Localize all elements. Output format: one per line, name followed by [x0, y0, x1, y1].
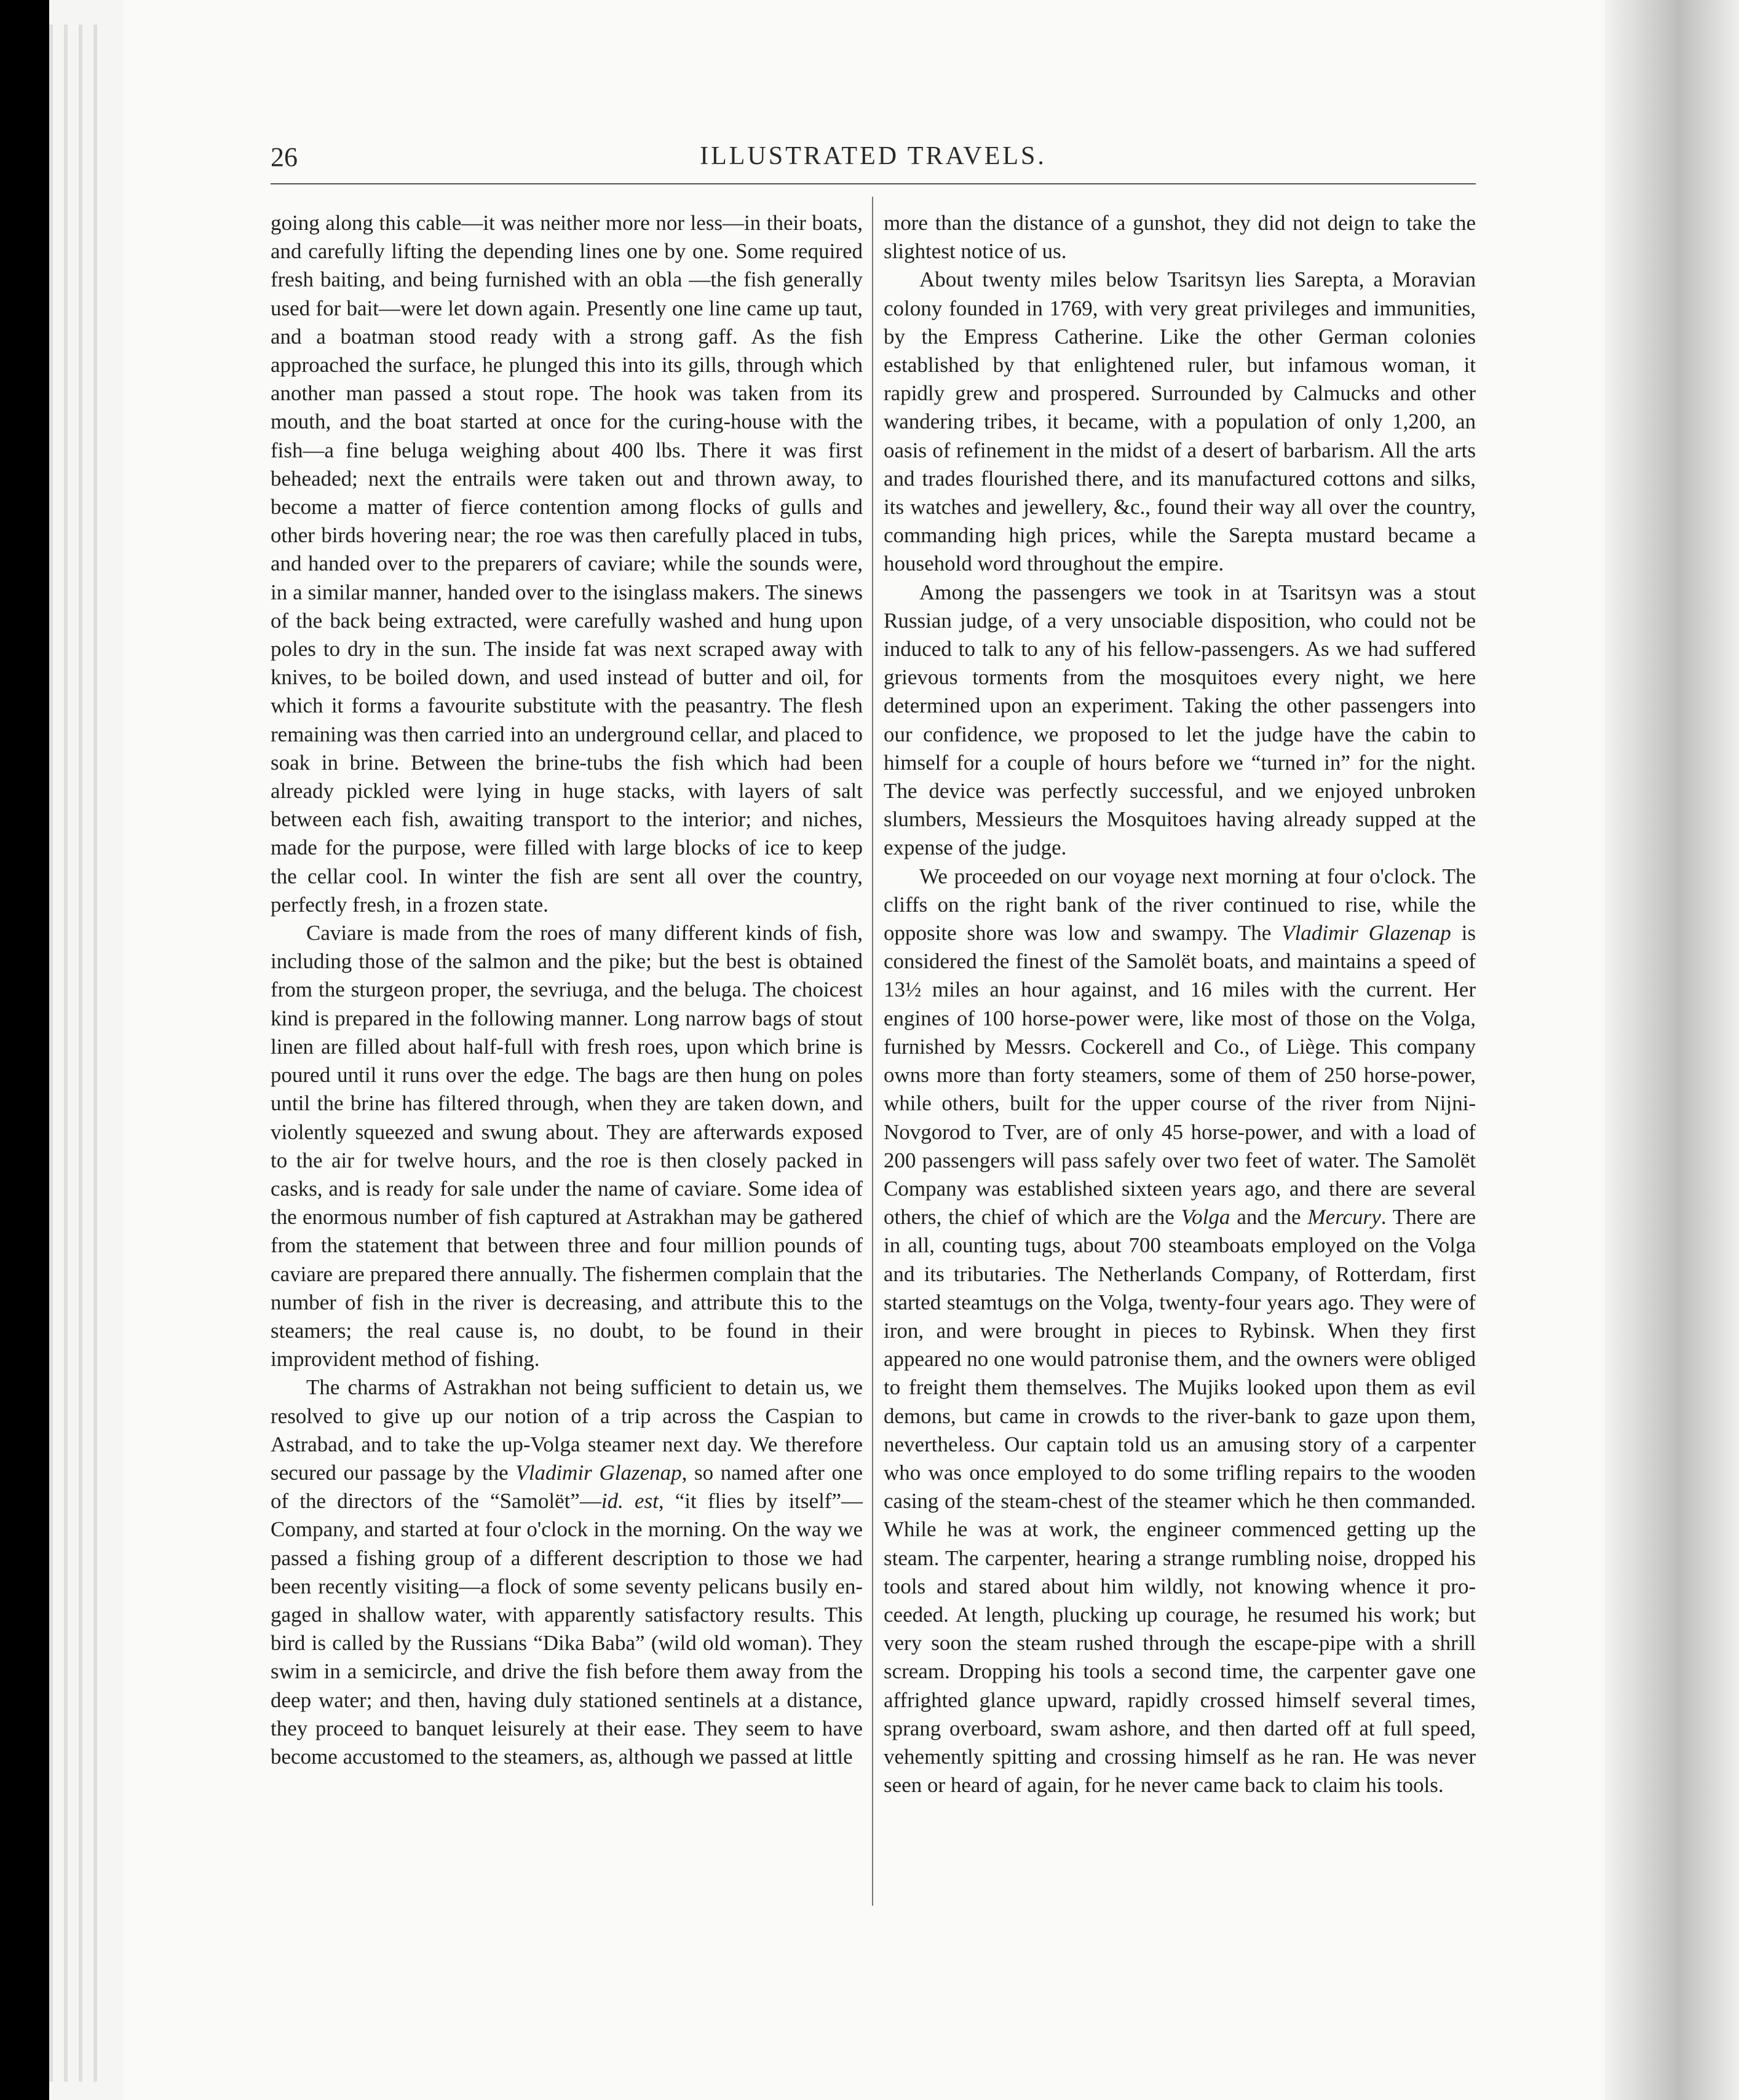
page-edge-1: [49, 25, 53, 2082]
company-name-italic: Volga: [1181, 1205, 1230, 1230]
running-header: [271, 141, 1476, 184]
right-column: [884, 209, 1476, 1799]
text-run: . There are in all, counting tugs, about 700 steamboats employed on the Volga and its tributaries. The Netherlands Company, of Rotterdam, first started steamtugs on the Volga, twenty-four years ago. They were of iron, and were brought in pieces to Rybinsk. When they first appeared no one would patronise them, and the owners were obliged to freight them themselves. The Mujiks looked upon them as evil demons, but came in crowds to the river-bank to gaze upon them, nevertheless. Our captain told us an amusing story of a carpenter who was once employed to do some trifling repairs to the wooden casing of the steam-chest of the steamer which he then commanded. While he was at work, the engineer commenced getting up the steam. The carpenter, hearing a strange rumbling noise, dropped his tools and stared about him wildly, not knowing whence it proceeded. At length, plucking up courage, he resumed his work; but very soon the steam rushed through the escape-pipe with a shrill scream. Dropping his tools a second time, the carpenter gave one affrighted glance upward, rapidly crossed himself several times, sprang overboard, swam ashore, and then darted off at full speed, vehemently spitting and crossing himself as he ran. He was never seen or heard of again, for he never came back to claim his tools.: [884, 1205, 1476, 1798]
page-edge-2: [64, 25, 68, 2082]
running-title: ILLUSTRATED TRAVELS.: [700, 142, 1047, 170]
header-rule: [271, 183, 1476, 184]
text-run: is considered the finest of the Samolët boats, and maintains a speed of 13½ miles an hour against, and 16 miles with the current. Her engines of 100 horse-power were, like most of those on the Volga, furnished by Messrs. Cockerell and Co., of Liège. This company owns more than forty steamers, some of them of 250 horse-power, while others, built for the upper course of the river from Nijni-Novgorod to Tver, are of only 45 horse-power, and with a load of 200 passengers will pass safely over two feet of water. The Samolët Company was established sixteen years ago, and there are several others, the chief of which are the: [884, 921, 1476, 1230]
text-run: We proceeded on our voyage next morning at four o'clock. The cliffs on the right bank of the river continued to rise, while the opposite shore was low and swampy. The: [884, 864, 1476, 945]
paragraph: Among the passengers we took in at Tsaritsyn was a stout Russian judge, of a very unsociable disposition, who could not be induced to talk to any of his fellow-passengers. As we had suffered grievous torments from the mosquitoes every night, we here determined upon an experiment. Taking the other passengers into our confidence, we proposed to let the judge have the cabin to himself for a couple of hours before we “turned in” for the night. The device was perfectly successful, and we enjoyed unbroken slumbers, Messieurs the Mosquitoes having already supped at the expense of the judge.: [884, 580, 1476, 860]
latin-abbrev-italic: id. est: [601, 1489, 659, 1514]
paragraph: [884, 862, 1476, 1800]
paragraph: About twenty miles below Tsaritsyn lies Sarepta, a Moravian colony founded in 1769, with very great privileges and immunities, by the Empress Catherine. Like the other German colonies established by that enlightened ruler, but infamous woman, it rapidly grew and prospered. Surrounded by Calmucks and other wandering tribes, it became, with a population of only 1,200, an oasis of refinement in the midst of a desert of barbarism. All the arts and trades flourished there, and its manufactured cottons and silks, its watches and jewellery, &c., found their way all over the country, commanding high prices, while the Sarepta mustard became a household word throughout the empire.: [884, 267, 1476, 576]
ship-name-italic: Vladimir Glazenap: [515, 1460, 682, 1485]
page-number: 26: [271, 142, 298, 172]
paragraph: going along this cable—it was neither more nor less—in their boats, and carefully lifting the depending lines one by one. Some required fresh baiting, and being furnished with an obla —the fish generally used for bait—were let down again. Presently one line came up taut, and a boatman stood ready with a strong gaff. As the fish approached the surface, he plunged this into its gills, through which another man passed a stout rope. The hook was taken from its mouth, and the boat started at once for the curing-house with the fish—a fine beluga weighing about 400 lbs. There it was first beheaded; next the entrails were taken out and thrown away, to become a matter of fierce contention among flocks of gulls and other birds hovering near; the roe was then carefully placed in tubs, and handed over to the preparers of caviare; while the sounds were, in a similar manner, handed over to the isinglass makers. The sinews of the back being extracted, were carefully washed and hung upon poles to dry in the sun. The inside fat was next scraped away with knives, to be boiled down, and used instead of butter and oil, for which it forms a favourite substitute with the peasantry. The flesh remaining was then carried into an underground cellar, and placed to soak in brine. Between the brine-tubs the fish which had been already pickled were lying in huge stacks, with layers of salt between each fish, awaiting transport to the interior; and niches, made for the purpose, were filled with large blocks of ice to keep the cellar cool. In winter the fish are sent all over the country, perfectly fresh, in a frozen state.: [271, 211, 863, 917]
column-divider: [872, 197, 873, 1906]
company-name-italic: Mercury: [1307, 1205, 1381, 1230]
page-edge-3: [79, 25, 82, 2082]
ship-name-italic: Vladimir Glazenap: [1281, 921, 1451, 945]
paragraph: more than the distance of a gunshot, they did not deign to take the slightest notice of us.: [884, 211, 1476, 264]
paragraph: [271, 1373, 863, 1771]
text-run: The charms of Astrakhan not being sufficient to detain us, we resolved to give up our notion of a trip across the Caspian to Astrabad, and to take the up-Volga steamer next day. We therefore secured our passage by the: [271, 1375, 863, 1485]
left-column: [271, 209, 863, 1771]
text-run: and the: [1230, 1205, 1308, 1230]
text-run: , “it flies by itself”—Company, and started at four o'clock in the morning. On the way we passed a fishing group of a different description to those we had been recently visiting—a flock of some seventy pelicans busily engaged in shallow water, with apparently satisfactory results. This bird is called by the Russians “Dika Baba” (wild old woman). They swim in a semicircle, and drive the fish before them away from the deep water; and then, having duly stationed sentinels at a distance, they proceed to banquet leisurely at their ease. They seem to have become accustomed to the steamers, as, although we passed at little: [271, 1489, 863, 1769]
text-run: , so named after one of the directors of the “Samolët”—: [271, 1460, 863, 1514]
paragraph: Caviare is made from the roes of many different kinds of fish, including those of the salmon and the pike; but the best is obtained from the sturgeon proper, the sevriuga, and the beluga. The choicest kind is prepared in the following manner. Long narrow bags of stout linen are filled about half-full with fresh roes, upon which brine is poured until it runs over the edge. The bags are then hung on poles until the brine has filtered through, when they are taken down, and violently squeezed and swung about. They are afterwards exposed to the air for twelve hours, and the roe is then closely packed in casks, and is ready for sale under the name of caviare. Some idea of the enormous number of fish captured at Astrakhan may be gathered from the statement that between three and four million pounds of caviare are prepared there annually. The fishermen complain that the number of fish in the river is decreasing, and attribute this to the steamers; the real cause is, no doubt, to be found in their improvident method of fishing.: [271, 921, 863, 1372]
page-edge-4: [93, 25, 97, 2082]
binding-gutter-shadow: [1605, 0, 1739, 2100]
